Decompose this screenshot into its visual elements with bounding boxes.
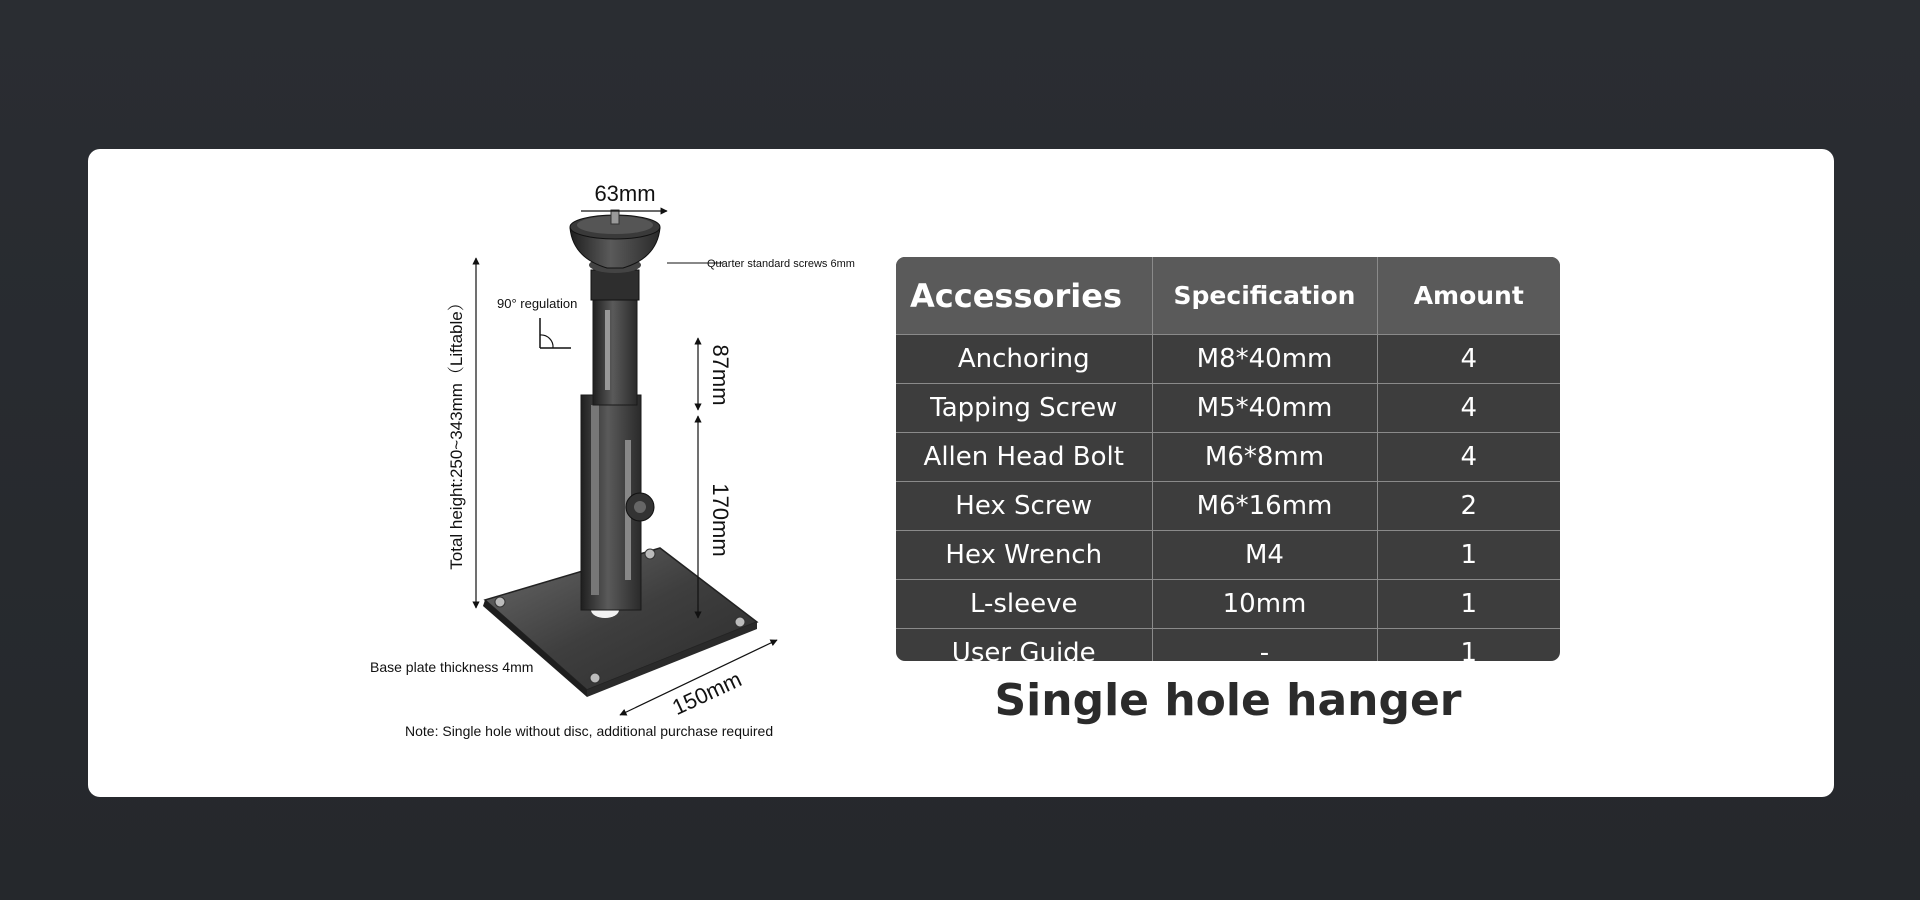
table-row [896,629,1560,662]
base-thickness-label: Base plate thickness 4mm [370,659,534,675]
accessory-amount: 1 [1460,638,1478,661]
upper-extension-label: 87mm [708,344,733,406]
accessory-spec: M6*16mm [1152,482,1377,531]
header-specification: Specification [1152,257,1377,335]
table-header-row [896,257,1560,335]
accessory-spec: - [1152,629,1377,662]
accessory-amount: 2 [1377,482,1560,531]
accessory-name: Tapping Screw [896,384,1152,433]
total-height-label: Total height:250~343mm（Liftable） [447,294,466,570]
accessory-name: Anchoring [896,335,1152,384]
table-row [896,335,1560,384]
accessory-spec: M5*40mm [1152,384,1377,433]
accessory-name: User Guide [896,629,1152,662]
base-width-label: 150mm [668,666,746,721]
table-row [896,580,1560,629]
disc-note-label: Note: Single hole without disc, additional purchase required [405,723,774,739]
accessory-name: L-sleeve [896,580,1152,629]
table-row [896,433,1560,482]
accessory-spec: M8*40mm [1152,335,1377,384]
product-title: Single hole hanger [994,675,1462,726]
accessory-amount: 4 [1377,335,1560,384]
accessory-amount: 1 [1377,580,1560,629]
lower-column-label: 170mm [708,483,733,557]
accessory-amount: 4 [1377,384,1560,433]
top-width-label: 63mm [594,181,656,206]
table-row [896,482,1560,531]
accessory-name: Hex Wrench [896,531,1152,580]
accessory-amount: 4 [1377,433,1560,482]
angle-symbol [540,318,571,348]
table-row [896,384,1560,433]
header-amount: Amount [1377,257,1560,335]
header-accessories: Accessories [896,257,1152,335]
accessory-name: Hex Screw [896,482,1152,531]
mount-head [570,210,660,300]
screw-note-label: Quarter standard screws 6mm [707,258,855,270]
accessories-table [896,257,1560,661]
accessory-spec: M6*8mm [1152,433,1377,482]
accessory-spec: 10mm [1152,580,1377,629]
angle-note-label: 90° regulation [497,296,578,311]
accessory-amount: 1 [1377,531,1560,580]
table-row [896,531,1560,580]
product-diagram [355,170,885,750]
accessory-name: Allen Head Bolt [896,433,1152,482]
accessory-spec: M4 [1152,531,1377,580]
